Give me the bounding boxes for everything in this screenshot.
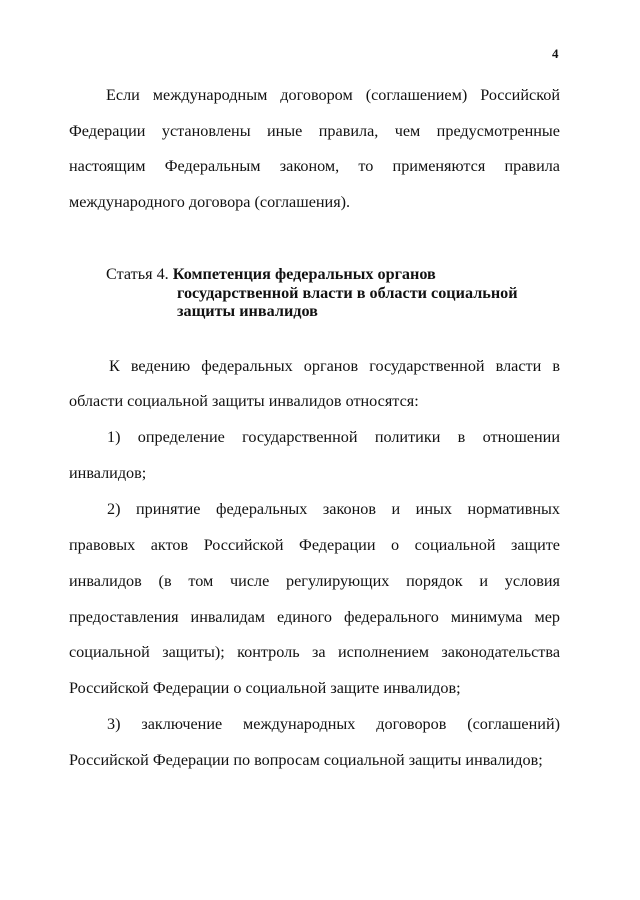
article-heading-line	[106, 265, 436, 283]
paragraph-line: К ведению федеральных органов государственной власти в	[109, 357, 560, 375]
list-item-line: предоставления инвалидам единого федерального минимума мер	[69, 608, 560, 626]
paragraph-line: Федерации установлены иные правила, чем предусмотренные	[69, 122, 560, 140]
list-item-line: инвалидов;	[69, 464, 147, 482]
list-item-line: правовых актов Российской Федерации о социальной защите	[69, 536, 560, 554]
article-title-line: защиты инвалидов	[177, 302, 318, 320]
list-item-line: социальной защиты); контроль за исполнением законодательства	[69, 643, 560, 661]
paragraph-line: Если международным договором (соглашением) Российской	[106, 86, 560, 104]
article-title-line: государственной власти в области социальной	[177, 284, 518, 302]
list-item-line: 3) заключение международных договоров (соглашений)	[107, 715, 560, 733]
page-number: 4	[552, 46, 559, 61]
paragraph-line: области социальной защиты инвалидов относятся:	[69, 392, 419, 410]
paragraph-line: настоящим Федеральным законом, то применяются правила	[69, 157, 560, 175]
article-title: Компетенция федеральных органов	[172, 265, 436, 283]
article-number: Статья 4.	[106, 265, 169, 283]
paragraph-line: международного договора (соглашения).	[69, 193, 351, 211]
list-item-line: 2) принятие федеральных законов и иных нормативных	[107, 500, 560, 518]
list-item-line: Российской Федерации по вопросам социальной защиты инвалидов;	[69, 751, 543, 769]
list-item-line: Российской Федерации о социальной защите инвалидов;	[69, 679, 461, 697]
list-item-line: инвалидов (в том числе регулирующих порядок и условия	[69, 572, 560, 590]
list-item-line: 1) определение государственной политики в отношении	[107, 428, 560, 446]
